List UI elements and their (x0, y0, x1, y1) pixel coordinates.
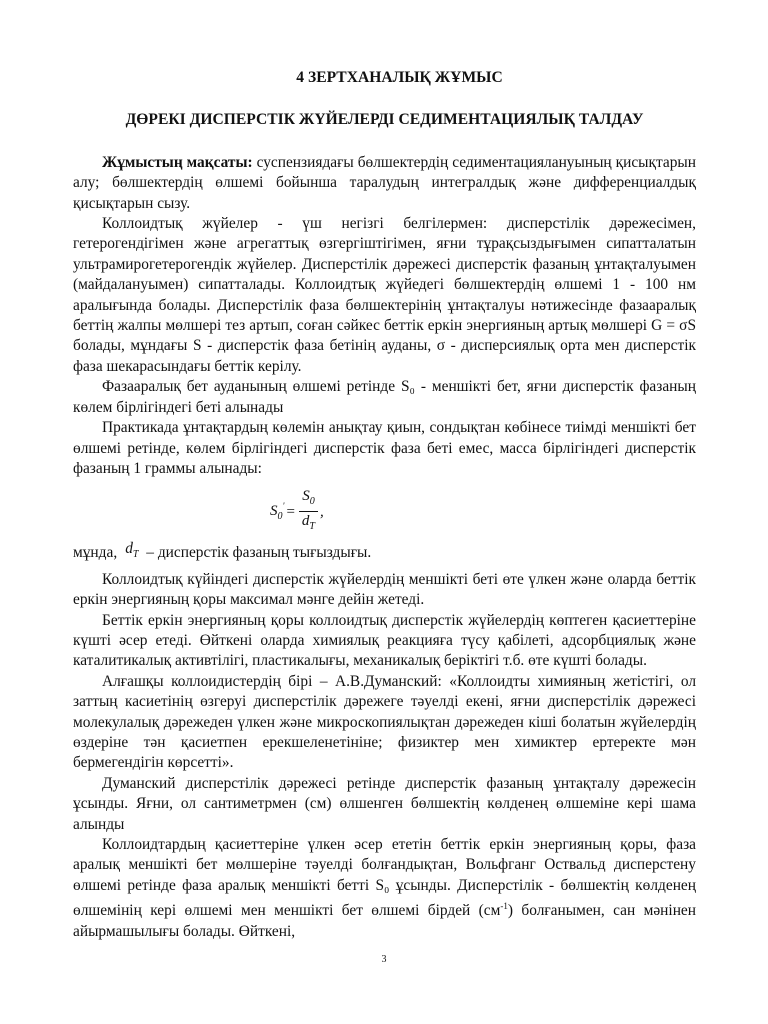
paragraph-dumansky-quote: Алғашқы коллоидистердің бірі – А.В.Думанский: «Коллоидты химияның жетістігі, ол заттың касиетінің өзгеруі дисперстілік дәрежеге тәуелді екені, яғни дисперстілік дәрежесі молекулалық дәрежеден үлкен және микроскопиялықтан дәрежеден кіші болатын жүйелердің өздеріне тән қасиетпен ерекшеленетініне; физиктер мен химиктер ертеректе мән бермегендігін көрсетті». (73, 672, 696, 772)
formula-equals: = (286, 503, 295, 520)
paragraph-specific-surface: Фазааралық бет ауданының өлшемі ретінде S₀ - меншікті бет, яғни дисперстік фазаның көлем бірлігіндегі беті алынады (73, 378, 696, 416)
goal-label: Жұмыстың мақсаты: (102, 153, 253, 171)
topic-title: ДӨРЕКІ ДИСПЕРСТІК ЖҮЙЕЛЕРДІ СЕДИМЕНТАЦИЯЛЫҚ ТАЛДАУ (125, 111, 644, 129)
paragraph-colloid-systems: Коллоидтық жүйелер - үш негізгі белгілермен: дисперстілік дәрежесімен, гетерогендігімен және агрегаттық өзгергіштігімен, яғни тұрақсыздығымен сипатталатын ультрамирогетерогендік жүйелер. Дисперстілік дәрежесі дисперстік фазаның ұнтақталуымен (майдалануымен) сипатталады. Коллоидтық жүйедегі бөлшектердің өлшемі 1 - 100 нм аралығында болады. Дисперстілік фаза бөлшектерінің ұнтақталуы нәтижесінде фазааралық беттің жалпы мөлшері тез артып, соған сәйкес беттік еркін энергияның артық мөлшері G = σS болады, мұндағы S - дисперстік фаза бетінің ауданы, σ - дисперсиялық орта мен дисперстік фаза шекарасындағы беттік керілу. (73, 215, 696, 375)
paragraph-colloid-surface: Коллоидтық күйіндегі дисперстік жүйелердің меншікті беті өте үлкен және оларда беттік еркін энергияның қоры максимал мәнге дейін жетеді. (73, 570, 696, 609)
page-number: 3 (381, 954, 387, 965)
density-text: – дисперстік фазаның тығыздығы. (142, 544, 372, 562)
formula-lhs: $S_0'$ (270, 501, 285, 523)
paragraph-dumansky-degree: Думанский дисперстілік дәрежесі ретінде дисперстік фазаның ұнтақталу дәрежесін ұсынды. Яғни, ол сантиметрмен (см) өлшенген бөлшектің көлденең өлшеміне кері шама алынды (73, 774, 696, 833)
goal-text: суспензиядағы бөлшектердің седиментациялануының қисықтарын алу; бөлшектердің өлшемі бойынша таралудың интегралдық және дифференциалдық қисықтарын сызу. (73, 153, 696, 212)
formula-numerator: $S_0$ (299, 487, 318, 512)
formula-fraction (299, 487, 318, 536)
spacer (73, 131, 696, 153)
formula-block (73, 485, 696, 543)
density-symbol: $d_T$ (125, 540, 139, 561)
document-page (73, 60, 696, 942)
formula-denominator: $d_T$ (301, 513, 315, 533)
paragraph-free-energy: Беттік еркін энергияның қоры коллоидтық дисперстік жүйелердің көптеген қасиеттеріне күшті әсер етеді. Өйткені оларда химиялық реакцияға түсу қабілеті, адсорбциялық және каталитикалық активтілігі, пластикалығы, механикалық беріктігі т.б. өте күшті болады. (73, 611, 696, 670)
paragraph-practice: Практикада ұнтақтардың көлемін анықтау қиын, сондықтан көбінесе тиімді меншікті бет өлшемі ретінде, көлем бірлігіндегі дисперстік фаза беті емес, масса бірлігіндегі дисперстік фазаның 1 граммы алынады: (73, 419, 696, 477)
paragraph-density-note (73, 540, 696, 569)
formula-comma: , (319, 503, 324, 520)
goal-paragraph (73, 153, 696, 214)
specific-surface-formula (270, 487, 324, 536)
munda-word: мұнда, (73, 544, 118, 562)
lab-title: 4 ЗЕРТХАНАЛЫҚ ЖҰМЫС (296, 69, 503, 86)
paragraph-ostwald: Коллоидтардың қасиеттеріне үлкен әсер ететін беттік еркін энергияның қоры, фаза аралық меншікті бет мөлшеріне тәуелді болғандықтан, Вольфганг Оствальд дисперстену өлшемі ретінде фаза аралық меншікті бетті S₀ ұсынды. Дисперстілік - бөлшектің көлденең өлшемінің кері өлшемі мен меншікті бет өлшемі бірдей $(см^{-1})$ болғанымен, сан мәнінен айырмашылығы болады. Өйткені, (73, 836, 696, 940)
